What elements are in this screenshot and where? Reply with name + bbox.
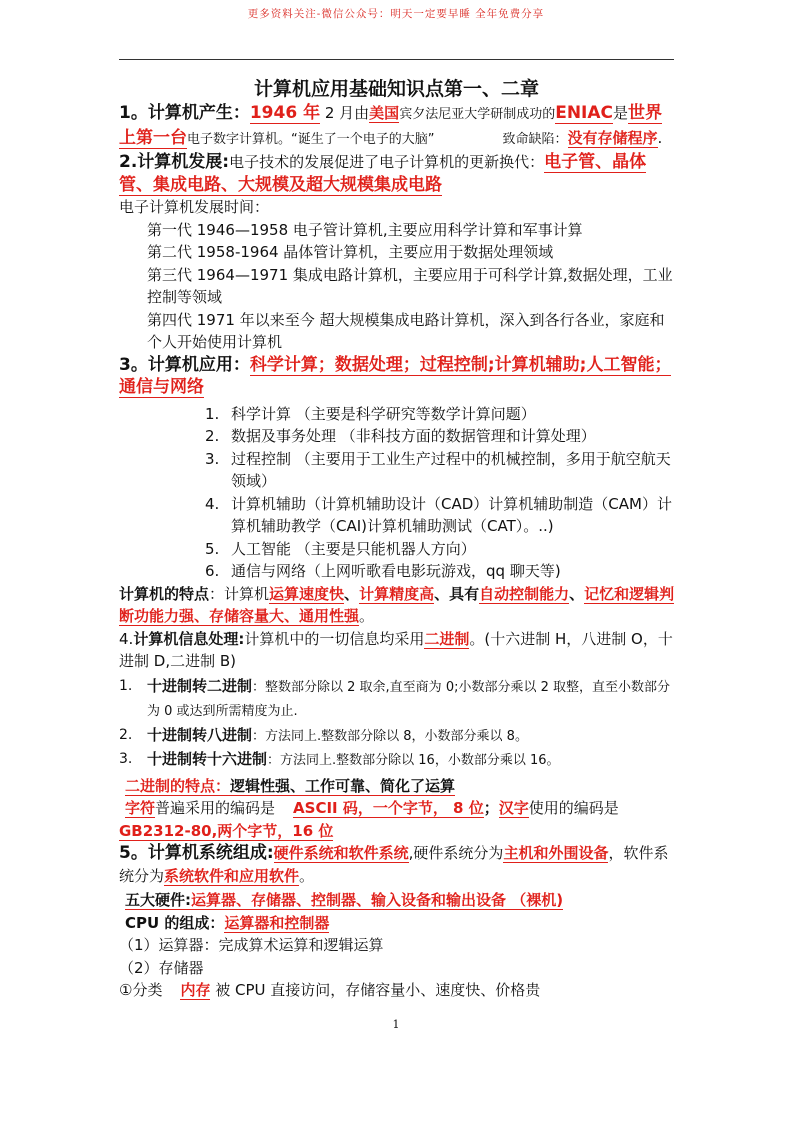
text: 4. <box>119 629 134 648</box>
feature-memory: 记忆和逻辑判断功能力强、存储容量大、通用性强 <box>119 584 675 625</box>
section-1-heading: 1。计算机产生： <box>119 103 250 123</box>
list-item <box>119 560 675 583</box>
conversion-heading: 十进制转八进制 <box>147 725 253 744</box>
features-heading: 计算机的特点 <box>119 584 210 603</box>
list-item <box>119 724 675 749</box>
five-hardware-heading: 五大硬件: <box>125 891 191 909</box>
section-2-heading: 2.计算机发展: <box>119 152 230 172</box>
list-item <box>119 425 675 448</box>
text: 。(十六进制 H，八进制 O，十进制 D,二进制 B) <box>119 629 673 670</box>
list-number: 1. <box>205 404 220 423</box>
text: ,硬件系统分为 <box>408 844 504 862</box>
encoding <box>119 797 675 842</box>
list-text: 过程控制 （主要用于工业生产过程中的机械控制，多用于航空航天领域） <box>231 449 671 490</box>
list-text: 通信与网络（上网听歌看电影玩游戏，qq 聊天等) <box>231 562 561 580</box>
list-number: 1. <box>119 677 133 694</box>
text: ：计算机 <box>209 584 270 603</box>
gb-highlight: GB2312-80,两个字节，16 位 <box>119 821 334 840</box>
conversion-text: ：方法同上.整数部分除以 8，小数部分乘以 8。 <box>252 728 528 744</box>
alu-line: （1）运算器：完成算术运算和逻辑运算 <box>119 936 384 954</box>
list-item <box>119 538 675 561</box>
ram-highlight: 内存 <box>180 981 211 999</box>
section-4-heading: 计算机信息处理: <box>133 629 245 648</box>
memory-line: （2）存储器 <box>119 958 204 977</box>
text: 被 CPU 直接访问，存储容量小、速度快、价格贵 <box>215 981 541 999</box>
applications-highlight: 科学计算；数据处理；过程控制;计算机辅助;人工智能；通信与网络 <box>119 354 672 397</box>
eniac-highlight: ENIAC <box>555 103 614 123</box>
cpu-highlight: 运算器和控制器 <box>224 913 330 932</box>
classification-line <box>119 979 675 1002</box>
cpu-heading: CPU 的组成： <box>125 913 225 932</box>
first-highlight: 世界上第一台 <box>119 103 663 148</box>
country-highlight: 美国 <box>369 104 400 122</box>
list-number: 4. <box>205 494 220 513</box>
hanzi-highlight: 汉字 <box>498 799 529 817</box>
five-hardware-highlight: 运算器、存储器、控制器、输入设备和输出设备 （裸机) <box>191 891 564 909</box>
text: 、 <box>344 584 360 603</box>
page-number: 1 <box>392 1018 400 1031</box>
list-item <box>119 748 675 773</box>
conversion-list <box>119 675 675 773</box>
list-number: 6. <box>205 562 220 580</box>
text: ①分类 <box>119 981 163 999</box>
section-5-heading: 5。计算机系统组成: <box>119 843 274 863</box>
list-number: 3. <box>119 751 133 767</box>
list-text: 数据及事务处理 （非科技方面的数据管理和计算处理） <box>231 427 596 445</box>
document-body <box>119 102 675 1002</box>
binary-highlight: 二进制 <box>424 629 470 648</box>
section-2 <box>119 151 675 196</box>
five-hardware <box>119 889 675 912</box>
conversion-heading: 十进制转十六进制 <box>147 750 268 768</box>
generation-2: 第二代 1958-1964 晶体管计算机，主要应用于数据处理领域 <box>147 243 554 261</box>
list-text: 人工智能 （主要是只能机器人方向） <box>231 539 476 558</box>
text: 计算机中的一切信息均采用 <box>244 629 425 648</box>
text: 普遍采用的编码是 <box>155 799 276 817</box>
section-1 <box>119 102 675 151</box>
char-highlight: 字符 <box>125 799 156 817</box>
conversion-heading: 十进制转二进制 <box>147 676 253 695</box>
page-title: 计算机应用基础知识点第一、二章 <box>253 78 539 100</box>
text: ； <box>483 799 499 817</box>
text: 、 <box>569 584 585 603</box>
list-item <box>119 675 675 724</box>
conversion-text: ：方法同上.整数部分除以 16，小数部分乘以 16。 <box>267 753 560 768</box>
text: 电子数字计算机。“诞生了一个电子的大脑” <box>187 131 435 147</box>
text: 是 <box>613 104 629 122</box>
section-5 <box>119 842 675 887</box>
conversion-text: ：整数部分除以 2 取余,直至商为 0;小数部分乘以 2 取整，直至小数部分为 0 或达到所需精度为止. <box>147 679 671 719</box>
software-highlight: 系统软件和应用软件 <box>164 866 300 885</box>
list-item <box>119 403 675 426</box>
generation-1: 第一代 1946—1958 电子管计算机,主要应用科学计算和军事计算 <box>147 220 583 239</box>
cpu-composition <box>119 912 675 935</box>
features <box>119 583 675 628</box>
year-highlight: 1946 年 <box>249 103 321 123</box>
generations-highlight: 电子管、晶体管、集成电路、大规模及超大规模集成电路 <box>119 152 647 195</box>
feature-control: 自动控制能力 <box>479 584 570 603</box>
list-text: 计算机辅助（计算机辅助设计（CAD）计算机辅助制造（CAM）计算机辅助教学（CAI)计算机辅助测试（CAT）。..) <box>231 494 672 535</box>
applications-list <box>119 403 675 583</box>
system-highlight: 硬件系统和软件系统 <box>273 844 409 862</box>
section-4 <box>119 628 675 673</box>
list-number: 2. <box>205 427 220 445</box>
list-item <box>119 448 675 493</box>
list-number: 3. <box>205 449 220 468</box>
defect-highlight: 没有存储程序 <box>567 128 658 147</box>
text: 电子技术的发展促进了电子计算机的更新换代： <box>229 153 545 171</box>
ascii-highlight: ASCII 码，一个字节， 8 位 <box>293 799 484 817</box>
defect-label: 致命缺陷： <box>502 131 568 147</box>
section-3-heading: 3。计算机应用： <box>119 354 250 375</box>
binary-features <box>119 775 675 798</box>
header-rule <box>119 59 674 60</box>
feature-speed: 运算速度快 <box>269 584 345 603</box>
text: 使用的编码是 <box>528 799 619 817</box>
list-text: 科学计算 （主要是科学研究等数学计算问题） <box>231 404 536 423</box>
timeline-label: 电子计算机发展时间： <box>119 198 270 216</box>
list-number: 2. <box>119 726 133 743</box>
text: 2 月由 <box>320 104 370 122</box>
section-3 <box>119 354 675 399</box>
binary-features-text: 逻辑性强、工作可靠、简化了运算 <box>230 776 456 795</box>
text: . <box>657 128 663 147</box>
binary-features-heading: 二进制的特点： <box>125 776 231 795</box>
generation-4: 第四代 1971 年以来至今 超大规模集成电路计算机，深入到各行各业，家庭和个人开始使用计算机 <box>147 310 665 351</box>
text: 宾夕法尼亚大学研制成功的 <box>399 107 556 122</box>
text: ，软件系统分为 <box>119 844 669 885</box>
text: 。 <box>299 866 315 885</box>
header-banner: 更多资料关注-微信公众号：明天一定要早睡 全年免费分享 <box>247 8 545 20</box>
list-item <box>119 493 675 538</box>
list-number: 5. <box>205 539 220 558</box>
text: 。 <box>359 607 375 625</box>
text: 、具有 <box>434 584 480 603</box>
generation-3: 第三代 1964—1971 集成电路计算机，主要应用于可科学计算,数据处理，工业控制等领域 <box>147 265 673 306</box>
hardware-highlight: 主机和外围设备 <box>503 844 609 862</box>
feature-precision: 计算精度高 <box>359 584 435 603</box>
